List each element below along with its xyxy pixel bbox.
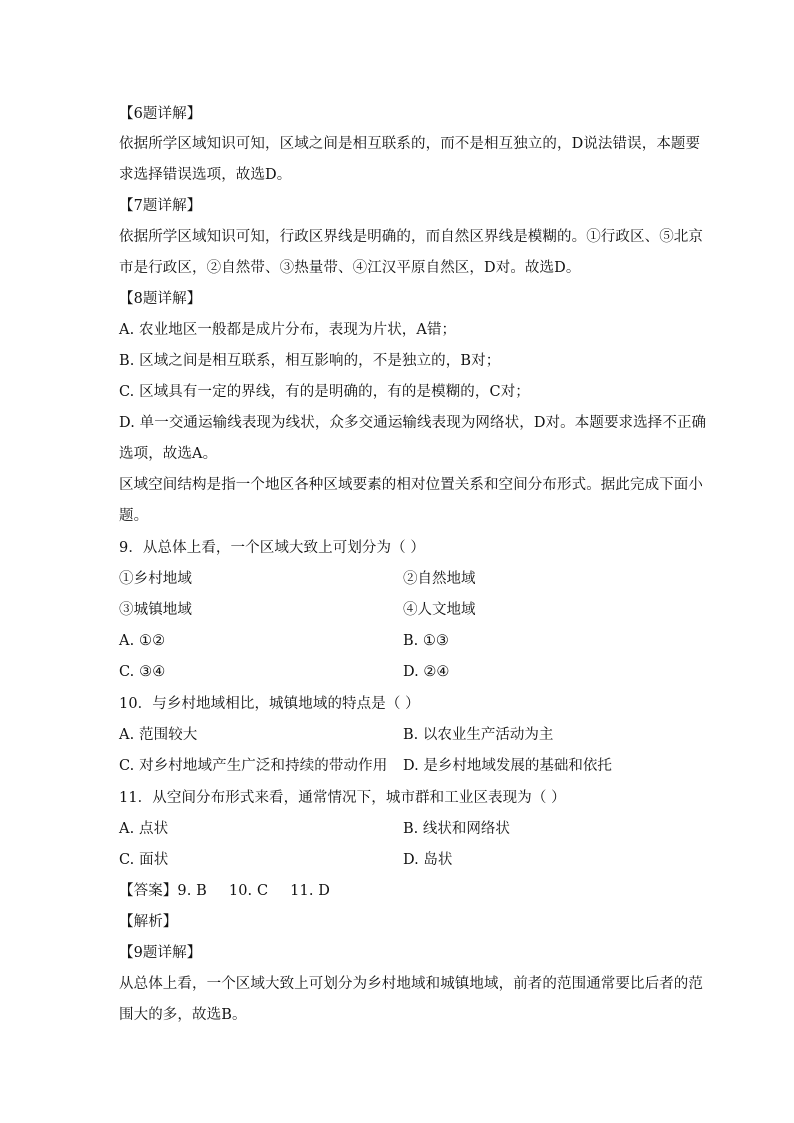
q10-stem: 10．与乡村地域相比，城镇地域的特点是（ ） [119, 696, 420, 712]
q9-analysis-heading: 【9题详解】 [119, 945, 202, 961]
q8-heading: 【8题详解】 [119, 291, 202, 307]
q9-item-4: ④人文地域 [403, 602, 476, 618]
q10-option-a: A. 范围较大 [119, 727, 198, 743]
q11-option-c: C. 面状 [119, 852, 169, 868]
q9-analysis-line-2: 围大的多，故选B。 [119, 1007, 247, 1023]
q9-option-c: C. ③④ [119, 664, 166, 680]
q9-stem: 9．从总体上看，一个区域大致上可划分为（ ） [119, 540, 426, 556]
answer-line [119, 881, 679, 901]
q8-option-b: B. 区域之间是相互联系，相互影响的，不是独立的，B对； [119, 353, 501, 369]
q11-stem: 11．从空间分布形式来看，通常情况下，城市群和工业区表现为（ ） [119, 790, 566, 806]
q9-option-d: D. ②④ [403, 664, 450, 680]
q6-heading: 【6题详解】 [119, 106, 202, 122]
q8-option-c: C. 区域具有一定的界线，有的是明确的，有的是模糊的，C对； [119, 384, 530, 400]
q9-item-1: ①乡村地域 [119, 571, 192, 587]
q9-option-a: A. ①② [119, 633, 166, 649]
q9-analysis-line-1: 从总体上看，一个区域大致上可划分为乡村地域和城镇地域，前者的范围通常要比后者的范 [119, 976, 703, 992]
q11-option-b: B. 线状和网络状 [403, 821, 510, 837]
q6-text-line-1: 依据所学区域知识可知，区域之间是相互联系的，而不是相互独立的，D说法错误，本题要 [119, 136, 701, 152]
answer-11: 11. D [290, 883, 330, 899]
q8-option-d-line-1: D. 单一交通运输线表现为线状，众多交通运输线表现为网络状，D对。本题要求选择不正确 [119, 415, 707, 431]
q8-option-a: A. 农业地区一般都是成片分布，表现为片状，A错； [119, 322, 457, 338]
q10-option-d: D. 是乡村地域发展的基础和依托 [403, 758, 612, 774]
q7-text-line-2: 市是行政区，②自然带、③热量带、④江汉平原自然区，D对。故选D。 [119, 260, 581, 276]
q6-text-line-2: 求选择错误选项，故选D。 [119, 167, 292, 183]
intro-line-1: 区域空间结构是指一个地区各种区域要素的相对位置关系和空间分布形式。据此完成下面小 [119, 477, 703, 493]
q11-option-a: A. 点状 [119, 821, 169, 837]
answer-label: 【答案】 [119, 883, 178, 899]
q11-option-d: D. 岛状 [403, 852, 453, 868]
q9-option-b: B. ①③ [403, 633, 449, 649]
q7-text-line-1: 依据所学区域知识可知，行政区界线是明确的，而自然区界线是模糊的。①行政区、⑤北京 [119, 229, 703, 245]
analysis-label: 【解析】 [119, 914, 178, 930]
q10-option-c: C. 对乡村地域产生广泛和持续的带动作用 [119, 758, 388, 774]
q10-option-b: B. 以农业生产活动为主 [403, 727, 554, 743]
q7-heading: 【7题详解】 [119, 198, 202, 214]
q9-item-3: ③城镇地域 [119, 602, 192, 618]
q9-item-2: ②自然地域 [403, 571, 476, 587]
intro-line-2: 题。 [119, 508, 149, 524]
answer-9: 9. B [177, 883, 207, 899]
answer-10: 10. C [228, 883, 269, 899]
q8-option-d-line-2: 选项，故选A。 [119, 446, 218, 462]
